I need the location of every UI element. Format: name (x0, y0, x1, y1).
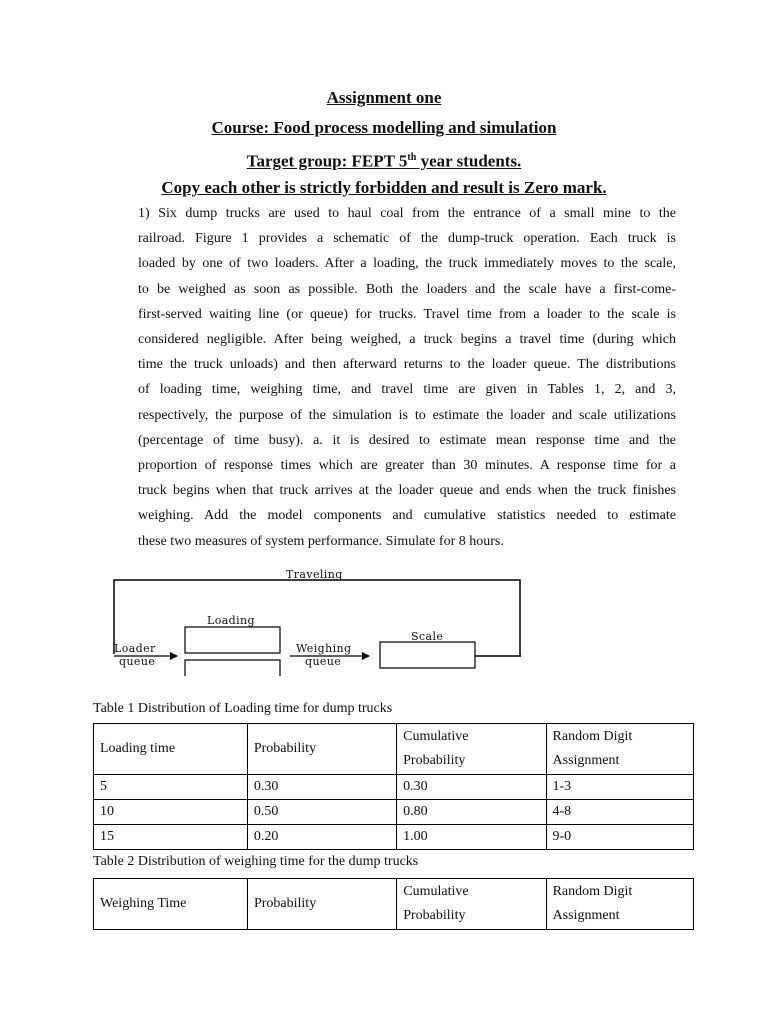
table-row (94, 800, 694, 825)
table-header-row (94, 879, 694, 930)
header-cell: Weighing Time (94, 879, 248, 930)
target-superscript: th (407, 152, 417, 163)
table-row (94, 775, 694, 800)
question-line: proportion of response times which are greater than 30 minutes. A response time for a (138, 458, 676, 474)
assignment-title: Assignment one (326, 88, 442, 107)
table-cell: 0.20 (247, 825, 396, 850)
header-line: Random Digit (552, 729, 633, 744)
weighing-time-table (93, 878, 694, 930)
header-cell: Probability (247, 879, 396, 930)
header-cell: Probability (247, 724, 396, 775)
table2-caption: Table 2 Distribution of weighing time for the dump trucks (93, 854, 419, 869)
loading-label: Loading (207, 614, 255, 627)
loader-label: Loader (114, 642, 156, 655)
question-line: time the truck unloads) and then afterward returns to the loader queue. The distributions (138, 357, 676, 373)
question-line: of loading time, weighing time, and travel time are given in Tables 1, 2, and 3, (138, 382, 676, 398)
question-paragraph (138, 201, 676, 554)
question-line: weighing. Add the model components and cumulative statistics needed to estimate (138, 508, 676, 524)
table-cell: 5 (94, 775, 248, 800)
question-line: 1) Six dump trucks are used to haul coal from the entrance of a small mine to the (138, 206, 676, 221)
loader-queue-label: queue (119, 655, 156, 668)
table-row (94, 825, 694, 850)
table-cell: 0.80 (397, 800, 546, 825)
table-cell: 1-3 (546, 775, 693, 800)
header-cell (397, 724, 546, 775)
target-suffix: year students. (416, 151, 522, 171)
table1-caption: Table 1 Distribution of Loading time for dump trucks (93, 701, 393, 716)
table-cell: 1.00 (397, 825, 546, 850)
weighing-label: Weighing (296, 642, 352, 655)
header-line: Assignment (552, 908, 620, 923)
table-cell: 9-0 (546, 825, 693, 850)
header-line: Assignment (552, 753, 620, 768)
header-line: Probability (403, 753, 466, 768)
question-line: considered negligible. After being weighed, a truck begins a travel time (during which (138, 332, 676, 348)
question-line: these two measures of system performance. Simulate for 8 hours. (138, 533, 504, 549)
header-line: Cumulative (403, 729, 469, 744)
traveling-label: Traveling (286, 568, 343, 581)
table-cell: 10 (94, 800, 248, 825)
scale-label: Scale (411, 630, 444, 643)
scale-box (380, 642, 475, 668)
header-cell: Loading time (94, 724, 248, 775)
loader-box-2 (185, 660, 280, 676)
weighing-queue-arrowhead (362, 652, 370, 660)
table-cell: 15 (94, 825, 248, 850)
target-prefix: Target group: FEPT 5 (246, 151, 408, 171)
header-line: Random Digit (552, 884, 633, 899)
loader-box-1 (185, 627, 280, 653)
course-heading: Course: Food process modelling and simulation (211, 118, 557, 137)
header-cell (546, 879, 693, 930)
loading-time-table (93, 723, 694, 850)
table-header-row (94, 724, 694, 775)
table-cell: 0.50 (247, 800, 396, 825)
question-line: to be weighed as soon as possible. Both the loaders and the scale have a first-come- (138, 281, 676, 297)
header-line: Cumulative (403, 884, 469, 899)
target-group-heading (0, 148, 768, 172)
question-line: truck begins when that truck arrives at the loader queue and ends when the truck finishes (138, 483, 676, 499)
question-line: respectively, the purpose of the simulation is to estimate the loader and scale utilizations (138, 407, 676, 423)
header-cell (546, 724, 693, 775)
weighing-queue-label: queue (305, 655, 342, 668)
warning-heading: Copy each other is strictly forbidden and result is Zero mark. (161, 178, 607, 197)
table-cell: 4-8 (546, 800, 693, 825)
question-line: first-served waiting line (or queue) for trucks. Travel time from a loader to the scale is (138, 306, 676, 322)
question-line: (percentage of time busy). a. it is desired to estimate mean response time and the (138, 432, 676, 448)
loader-queue-arrowhead (170, 652, 178, 660)
question-line: railroad. Figure 1 provides a schematic of the dump-truck operation. Each truck is (138, 231, 676, 247)
dump-truck-schematic (110, 566, 530, 676)
table-cell: 0.30 (247, 775, 396, 800)
question-line: loaded by one of two loaders. After a loading, the truck immediately moves to the scale, (138, 256, 676, 272)
header-cell (397, 879, 546, 930)
table-cell: 0.30 (397, 775, 546, 800)
header-line: Probability (403, 908, 466, 923)
